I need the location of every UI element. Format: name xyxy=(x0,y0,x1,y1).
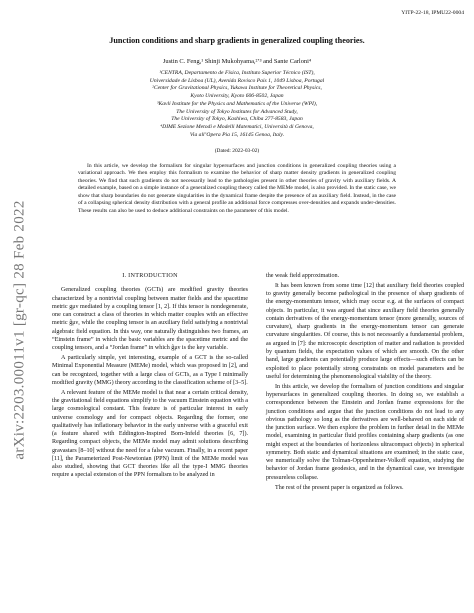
right-column xyxy=(266,272,464,493)
arxiv-identifier-sidebar xyxy=(9,150,31,510)
arxiv-identifier: arXiv:2203.00011v1 [gr-qc] 28 Feb 2022 xyxy=(11,200,28,460)
affiliation-line: ³Kavli Institute for the Physics and Mathematics of the Universe (WPI), xyxy=(156,100,318,107)
left-column xyxy=(52,272,248,481)
affiliation-line: ¹CENTRA, Departamento de Física, Instituto Superior Técnico (IST), xyxy=(159,70,315,76)
body-paragraph: The rest of the present paper is organized as follows. xyxy=(275,484,404,491)
affiliation-line: Via all’Opera Pia 15, 16145 Genoa, Italy. xyxy=(189,131,285,138)
abstract: In this article, we develop the formalism for singular hypersurfaces and junction conditions in generalized coupling theories using a variational approach. We then employ this formalism to examine the behavior of sharp matter density gradients in generalized coupling theories. We find that such gradients do not necessarily lead to the pathologies present in other theories of gravity with auxiliary fields. A detailed example, based on a simple instance of a generalized coupling theory called the MEMe model, is also provided. In the static case, we show that sharp boundaries do not generate singularities in the dynamical frame despite the presence of an auxiliary field. Instead, in the case of a collapsing spherical density distribution with a general profile an additional force compresses over-densities and expands under-densities. These results can also be used to deduce additional constraints on the parameter of this model. xyxy=(78,163,396,214)
body-paragraph: A particularly simple, yet interesting, example of a GCT is the so-called Minimal Exponential Measure (MEMe) model, which was proposed in [2], and can be recognized, together with a large class of GCTs, as a Type I minimally modified gravity (MMG) theory according to the classification scheme of [3–5]. xyxy=(52,355,248,386)
report-number: YITP-22-18, IPMU22-0004 xyxy=(401,10,464,16)
affiliation-line: Kyoto University, Kyoto 606-8502, Japan xyxy=(190,93,284,100)
affiliation-line: ⁴DIME Sezione Metodi e Modelli Matematici, Università di Genova, xyxy=(160,124,314,131)
body-paragraph: A relevant feature of the MEMe model is that near a certain critical density, the gravitational field equations simplify to the vacuum Einstein equation with a large cosmological constant. This feature is of particular interest in early universe cosmology and for compact objects. Regarding the former, one qualitatively has inflationary behavior in the early universe with a graceful exit (a feature shared with Eddington-Inspired Born-Infeld theories [6, 7]). Regarding compact objects, the MEMe model may admit solutions describing gravastars [8–10] without the need for a false vacuum. Finally, in a recent paper [11], the Parameterized Post-Newtonian (PPN) limit of the MEMe model was also studied, showing that GCT theories like all the type-I MMG theories require a special extension of the PPN formalism to be analyzed in xyxy=(52,389,248,479)
dated-line: (Dated: 2022-03-02) xyxy=(214,148,260,154)
body-paragraph: In this article, we develop the formalism of junction conditions and singular hypersurfaces in generalized coupling theories. In doing so, we establish a correspondence between the Einstein and Jordan frame expressions for the junction conditions and argue that the junction conditions do not lead to any obvious pathology so long as the derivatives are well-behaved on each side of the junction surface. We then explore the problem in further detail in the MEMe model, examining in particular fluid profiles containing sharp gradients (as one might expect at the boundaries of horizonless ultracompact objects) in spherical symmetry. Both static and dynamical situations are examined; in the static case, we numerically solve the Tolman-Oppenheimer-Volkoff equation, studying the behavior of Jordan frame geodesics, and in the dynamical case, we investigate pressureless collapse. xyxy=(266,383,464,481)
section-heading-introduction: I. INTRODUCTION xyxy=(122,273,178,279)
affiliation-line: ²Center for Gravitational Physics, Yukawa Institute for Theoretical Physics, xyxy=(152,85,322,92)
affiliation-line: Universidade de Lisboa (UL), Avenida Rovisco Pais 1, 1049 Lisboa, Portugal xyxy=(149,77,325,84)
body-paragraph: Generalized coupling theories (GCTs) are modified gravity theories characterized by a nontrivial coupling between matter fields and the spacetime metric gμν mediated by a coupling tensor [1, 2]. If this tensor is nondegenerate, one can construct a class of theories in which matter couples with an effective metric ĝμν, while the coupling tensor is an auxiliary field satisfying a nontrivial algebraic field equation. In this way, one naturally distinguishes two frames, an “Einstein frame” in which the basic variables are the spacetime metric and the coupling tensors, and a “Jordan frame” in which ĝμν is the key variable. xyxy=(52,287,248,352)
author-list: Justin C. Feng,¹ Shinji Mukohyama,²ʼ³ and Sante Carloni⁴ xyxy=(162,58,312,65)
affiliations xyxy=(60,70,414,139)
body-paragraph: the weak field approximation. xyxy=(266,273,340,279)
affiliation-line: The University of Tokyo, Kashiwa, Chiba 277-8583, Japan xyxy=(171,116,303,123)
body-paragraph: It has been known from some time [12] that auxiliary field theories coupled to gravity generally become pathological in the presence of sharp gradients of the energy-momentum tensor, which may occur e.g. at the surfaces of compact objects. In particular, it was argued that since auxiliary field theories generally contain derivatives of the energy-momentum tensor (more generally, sources of curvature), sharp gradients in the energy-momentum tensor can generate curvature singularities. Of course, this is not necessarily a fundamental problem, as argued in [7]: the microscopic description of matter and radiation is provided by quantum fields, the expectation values of which are smooth. On the other hand, large gradients can potentially produce large effects—such effects can be exploited to place potentially strong constraints on model parameters and be useful for determining the phenomenological viability of the theory. xyxy=(266,282,464,380)
paper-title: Junction conditions and sharp gradients in generalized coupling theories. xyxy=(109,36,365,45)
affiliation-line: The University of Tokyo Institutes for Advanced Study, xyxy=(176,108,298,115)
